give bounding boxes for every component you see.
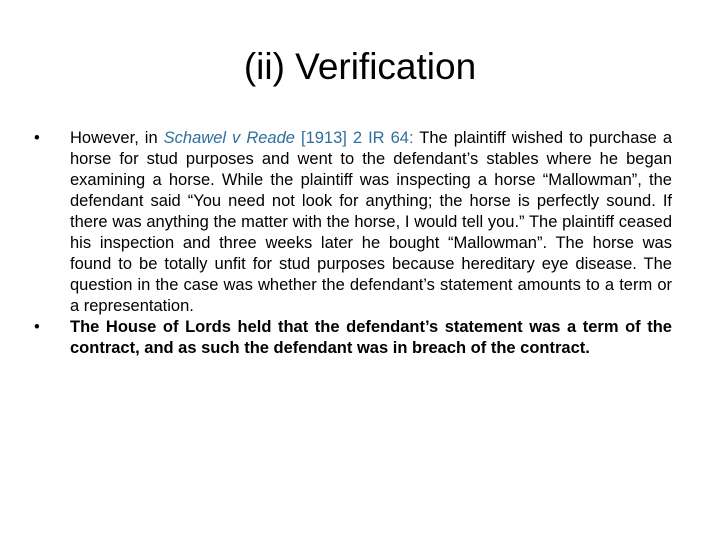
bullet-dot-icon: •	[34, 318, 40, 336]
case-name: Schawel v Reade	[163, 129, 295, 147]
bullet-item-case-facts	[34, 128, 672, 317]
bullet-holding-text: The House of Lords held that the defendant’s statement was a term of the contract, and as such the defendant was in breach of the contract.	[70, 318, 672, 357]
slide-title: (ii) Verification	[243, 46, 477, 87]
bullet-body-text: The plaintiff wished to purchase a horse for stud purposes and went to the defendant’s stables where he began examining a horse. While the plaintiff was inspecting a horse “Mallowman”, the defendant said “You need not look for anything; the horse is perfectly sound. If there was anything the matter with the horse, I would tell you.” The plaintiff ceased his inspection and three weeks later he bought “Mallowman”. The horse was found to be totally unfit for stud purposes because hereditary eye disease. The question in the case was whether the defendant’s statement amounts to a term or a representation.	[70, 129, 672, 315]
bullet-lead-text: However, in	[70, 129, 164, 147]
bullet-dot-icon: •	[34, 129, 40, 147]
bullet-item-holding	[34, 317, 672, 359]
case-citation: [1913] 2 IR 64:	[294, 129, 414, 147]
bullet-list	[34, 128, 672, 359]
